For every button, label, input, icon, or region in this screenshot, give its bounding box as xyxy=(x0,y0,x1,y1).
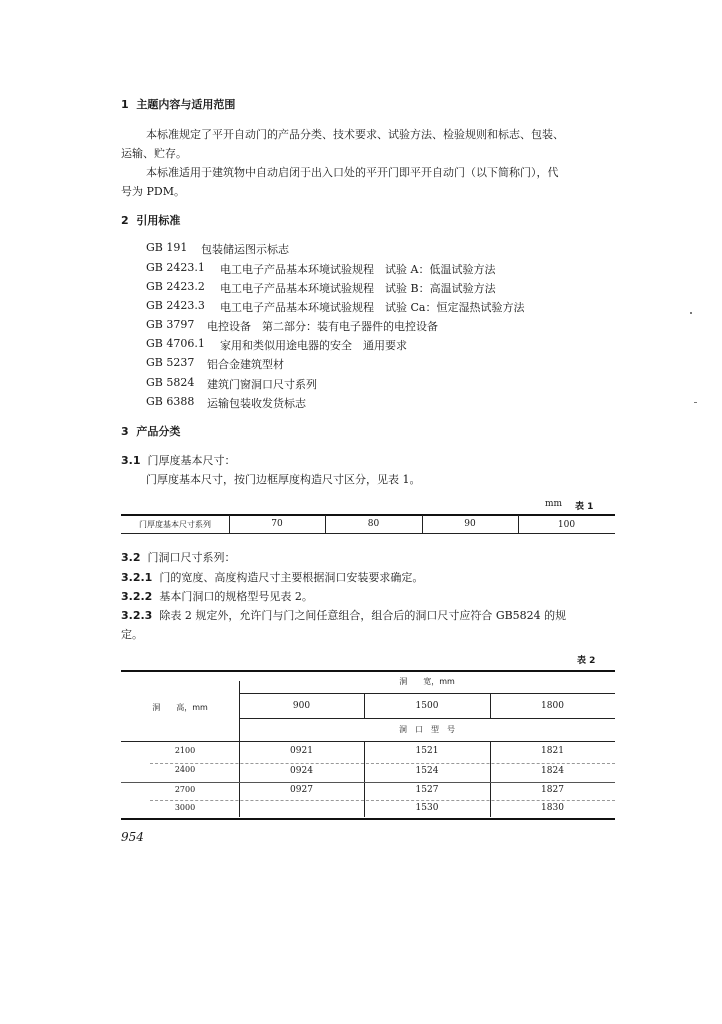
section-2-heading xyxy=(121,212,180,228)
reference-name: 电控设备 第二部分：装有电子器件的电控设备 xyxy=(207,320,438,333)
table-2-cell: 0924 xyxy=(290,766,313,776)
table-2-cell: 0927 xyxy=(290,785,313,795)
table-2-top-rule xyxy=(121,670,615,672)
subsection-3-2-1-text: 门的宽度、高度构造尺寸主要根据洞口安装要求确定。 xyxy=(159,571,424,584)
table-2-row-height: 2100 xyxy=(174,746,196,755)
reference-name: 电工电子产品基本环境试验规程 试验 Ca：恒定湿热试验方法 xyxy=(220,301,525,314)
scan-speck xyxy=(694,402,697,403)
table-1-cell: 100 xyxy=(557,520,576,530)
reference-item xyxy=(146,318,194,331)
reference-name: 家用和类似用途电器的安全 通用要求 xyxy=(220,339,407,352)
reference-code: GB 191 xyxy=(146,241,188,254)
table-2-cell: 1824 xyxy=(541,766,564,776)
table-2-cell: 1827 xyxy=(541,785,564,795)
section-1-para-1-line-1: 本标准规定了平开自动门的产品分类、技术要求、试验方法、检验规则和标志、包装、 xyxy=(146,128,564,141)
table-1-caption: 表 1 xyxy=(575,502,594,512)
scan-speck xyxy=(690,312,692,314)
table-2-height-header: 洞 高，mm xyxy=(152,703,208,712)
reference-code: GB 2423.2 xyxy=(146,280,205,293)
subsection-3-2-1-number: 3.2.1 xyxy=(121,571,153,584)
table-1-cell: 90 xyxy=(464,519,476,529)
table-2-cell: 0921 xyxy=(290,746,313,756)
subsection-3-2-3-number: 3.2.3 xyxy=(121,609,153,622)
section-3-title: 产品分类 xyxy=(136,425,181,438)
subsection-3-2-2-text: 基本门洞口的规格型号见表 2。 xyxy=(159,590,313,603)
reference-code: GB 4706.1 xyxy=(146,337,205,350)
table-2-cell: 1527 xyxy=(415,785,439,795)
table-1-unit: mm xyxy=(545,499,563,509)
reference-item xyxy=(146,356,194,369)
subsection-3-2-2-number: 3.2.2 xyxy=(121,590,153,603)
subsection-3-2-heading xyxy=(121,549,236,565)
table-2-model-header: 洞 口 型 号 xyxy=(399,725,455,734)
reference-item xyxy=(146,299,205,312)
section-1-number: 1 xyxy=(121,98,129,111)
reference-code: GB 5237 xyxy=(146,356,195,369)
section-3-heading xyxy=(121,423,180,439)
reference-name: 电工电子产品基本环境试验规程 试验 B：高温试验方法 xyxy=(220,282,496,295)
table-2-row-height: 3000 xyxy=(174,803,196,812)
reference-item xyxy=(146,337,205,350)
table-2-row-separator xyxy=(121,782,615,783)
subsection-3-2-1 xyxy=(121,569,423,585)
reference-code: GB 2423.3 xyxy=(146,299,205,312)
subsection-3-2-3 xyxy=(121,607,566,623)
section-2-number: 2 xyxy=(121,214,129,227)
subsection-3-1-text: 门厚度基本尺寸，按门边框厚度构造尺寸区分，见表 1。 xyxy=(146,473,421,486)
table-2-width-header: 洞 宽，mm xyxy=(399,677,455,686)
table-2-cell: 1521 xyxy=(415,746,439,756)
subsection-3-2-title: 门洞口尺寸系列： xyxy=(147,551,236,564)
table-2-width-value: 1500 xyxy=(415,701,439,711)
page-number: 954 xyxy=(121,830,144,844)
reference-name: 铝合金建筑型材 xyxy=(207,358,284,371)
reference-item xyxy=(146,261,205,274)
subsection-3-1-title: 门厚度基本尺寸： xyxy=(147,454,236,467)
subsection-3-2-3-text-line-2: 定。 xyxy=(121,628,143,641)
table-2-width-value: 900 xyxy=(292,701,311,711)
section-1-para-1-line-2: 运输、贮存。 xyxy=(121,147,187,160)
reference-code: GB 5824 xyxy=(146,376,195,389)
section-1-para-2-line-2: 号为 PDM。 xyxy=(121,185,185,198)
subsection-3-2-number: 3.2 xyxy=(121,551,141,564)
reference-item xyxy=(146,376,194,389)
section-2-title: 引用标准 xyxy=(136,214,181,227)
table-2-rule xyxy=(239,693,615,694)
reference-code: GB 6388 xyxy=(146,395,195,408)
section-1-para-2-line-1: 本标准适用于建筑物中自动启闭于出入口处的平开门即平开自动门（以下简称门），代 xyxy=(146,166,559,179)
table-2-row-height: 2700 xyxy=(174,785,196,794)
reference-name: 建筑门窗洞口尺寸系列 xyxy=(207,378,317,391)
table-1-row-label: 门厚度基本尺寸系列 xyxy=(139,520,211,529)
table-2-caption: 表 2 xyxy=(577,656,596,666)
reference-name: 运输包装收发货标志 xyxy=(207,397,306,410)
reference-name: 电工电子产品基本环境试验规程 试验 A：低温试验方法 xyxy=(220,263,496,276)
table-1-cell: 70 xyxy=(271,519,283,529)
table-2-cell: 1821 xyxy=(541,746,564,756)
section-1-heading xyxy=(121,96,235,112)
table-2-width-value: 1800 xyxy=(541,701,564,711)
reference-item xyxy=(146,280,205,293)
subsection-3-1-number: 3.1 xyxy=(121,454,141,467)
reference-name: 包装储运图示标志 xyxy=(201,243,289,256)
table-2-row-height: 2400 xyxy=(174,765,196,774)
table-1-cell: 80 xyxy=(367,519,380,529)
reference-item xyxy=(146,395,194,408)
table-2-cell: 1530 xyxy=(415,803,439,813)
subsection-3-1-heading xyxy=(121,452,236,468)
table-2-cell: 1830 xyxy=(541,803,564,813)
table-2-row-separator xyxy=(150,800,615,801)
table-2-bottom-rule xyxy=(121,818,615,820)
subsection-3-2-2 xyxy=(121,588,313,604)
table-2-row-separator xyxy=(150,763,615,764)
table-1-bottom-rule xyxy=(121,533,615,534)
section-3-number: 3 xyxy=(121,425,129,438)
reference-item xyxy=(146,241,187,254)
table-1-top-rule xyxy=(121,514,615,516)
section-1-title: 主题内容与适用范围 xyxy=(136,98,236,111)
reference-code: GB 3797 xyxy=(146,318,195,331)
table-2-header-bottom-rule xyxy=(121,741,615,742)
reference-code: GB 2423.1 xyxy=(146,261,205,274)
table-2-rule xyxy=(239,718,615,719)
subsection-3-2-3-text-line-1: 除表 2 规定外，允许门与门之间任意组合，组合后的洞口尺寸应符合 GB5824 的规 xyxy=(159,609,567,622)
table-2-cell: 1524 xyxy=(415,766,439,776)
